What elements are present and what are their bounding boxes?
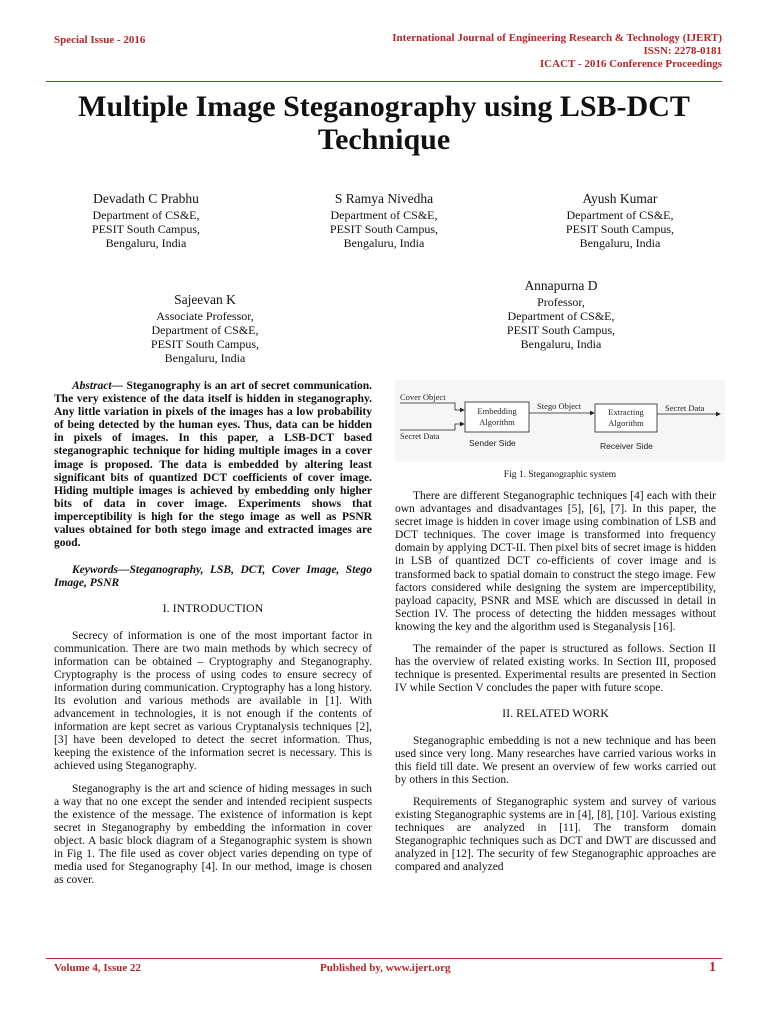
section-heading-introduction: I. INTRODUCTION [162, 601, 264, 616]
author-affiliation: Bengaluru, India [520, 337, 602, 351]
label-cover-object: Cover Object [400, 392, 446, 402]
left-column [54, 380, 372, 896]
author-affiliation: Bengaluru, India [164, 351, 246, 365]
paragraph: Steganographic embedding is not a new technique and has been used since very long. Many researches have carried various works in this field till date. We present an overview of few works carried out by others in this Section. [395, 734, 716, 786]
author-affiliation: Department of CS&E, [151, 323, 259, 337]
extracting-label-1: Extracting [608, 407, 644, 417]
embedding-label-1: Embedding [477, 406, 517, 416]
extracting-label-2: Algorithm [608, 418, 644, 428]
paragraph: There are different Steganographic techniques [4] each with their own advantages and disadvantages [5], [6], [7]. In this paper, the secret image is hidden in cover image using combination of LSB and DCT techniques. The cover image is transformed into frequency domain by applying DCT-II. Then pixel bits of secret image is hidden in LSB of quantized DCT co-efficients of cover image and is transformed back to spatial domain to construct the stego image. Few factors considered while designing the system are imperceptibility, payload capacity, PSNR and MSE which are discussed in detail in Section IV. The process of detecting the hidden messages without knowing the key and the algorithm used is Steganalysis [16]. [395, 490, 716, 633]
author-affiliation: PESIT South Campus, [506, 323, 616, 337]
block-diagram [395, 380, 725, 462]
paragraph: Secrecy of information is one of the most important factor in communication. There are two main methods by which secrecy of information can be obtained – Cryptography and Steganography. Cryptography is the process of using codes to ensure secrecy of information during communication. Cryptography has a long history. Its evolution and various methods are available in [1]. With advancement in technologies, it is not enough if the contents of information are kept secret as various Cryptanalysis techniques [2], [3] have been developed to detect the secret information. Thus, keeping the existence of the information secret is necessary. This is achieved using Steganography. [54, 629, 372, 773]
author-name: S Ramya Nivedha [334, 191, 434, 206]
author-block [461, 277, 661, 351]
embedding-label-2: Algorithm [479, 417, 515, 427]
header-rule [46, 81, 722, 82]
paragraph: Steganography is the art and science of hiding messages in such a way that no one except the sender and intended recipient suspects the existence of the message. The existence of information is kept secret in Steganography by embedding the information in cover object. A basic block diagram of a Steganographic system is shown in Fig 1. The file used as cover object varies depending on type of media used for Steganography [4]. In our method, image is chosen as cover. [54, 782, 372, 887]
title-line-2: Technique [317, 123, 451, 156]
author-affiliation: Bengaluru, India [105, 236, 187, 250]
footer-publisher-link[interactable]: Published by, www.ijert.org [320, 962, 451, 974]
author-affiliation: Department of CS&E, [507, 309, 615, 323]
label-secret-data-in: Secret Data [400, 431, 440, 441]
paper-title [40, 90, 728, 156]
author-affiliation: PESIT South Campus, [329, 222, 439, 236]
page-number: 1 [709, 960, 716, 975]
footer-volume: Volume 4, Issue 22 [54, 962, 141, 974]
author-affiliation: PESIT South Campus, [150, 337, 260, 351]
figure-steganographic-system [395, 380, 725, 462]
author-affiliation: Department of CS&E, [330, 208, 438, 222]
author-name: Ayush Kumar [582, 191, 658, 206]
journal-name: International Journal of Engineering Research & Technology (IJERT) [392, 32, 722, 44]
figure-caption: Fig 1. Steganographic system [503, 470, 617, 480]
header-journal-info [392, 32, 722, 71]
author-block [520, 190, 720, 250]
arrow-secret-in [400, 424, 464, 430]
author-affiliation: PESIT South Campus, [91, 222, 201, 236]
author-affiliation: Department of CS&E, [92, 208, 200, 222]
author-affiliation: Department of CS&E, [566, 208, 674, 222]
title-line-1: Multiple Image Steganography using LSB-DCT [78, 90, 690, 123]
right-column [395, 490, 716, 883]
arrow-cover-in [400, 403, 464, 410]
section-heading-related-work: II. RELATED WORK [502, 706, 609, 721]
author-affiliation: Professor, [537, 295, 585, 309]
author-affiliation: Bengaluru, India [579, 236, 661, 250]
label-sender-side: Sender Side [469, 438, 516, 448]
author-name: Annapurna D [524, 278, 598, 293]
label-receiver-side: Receiver Side [600, 441, 653, 451]
keywords: Keywords—Steganography, LSB, DCT, Cover Image, Stego Image, PSNR [54, 564, 372, 590]
author-affiliation: Associate Professor, [156, 309, 254, 323]
header-special-issue: Special Issue - 2016 [54, 34, 146, 46]
paragraph: Requirements of Steganographic system and survey of various existing Steganographic systems are in [4], [8], [10]. Various existing techniques are analyzed in [11]. The transform domain Steganographic techniques such as DCT and DWT are discussed and analyzed in [12]. The security of few Steganographic approaches are compared and analyzed [395, 795, 716, 874]
label-secret-data-out: Secret Data [665, 403, 705, 413]
label-stego-object: Stego Object [537, 401, 582, 411]
author-name: Devadath C Prabhu [93, 191, 199, 206]
author-block [284, 190, 484, 250]
author-block [46, 190, 246, 250]
author-name: Sajeevan K [174, 292, 236, 307]
author-affiliation: PESIT South Campus, [565, 222, 675, 236]
author-block [105, 291, 305, 365]
author-affiliation: Bengaluru, India [343, 236, 425, 250]
footer-rule [46, 958, 722, 959]
abstract-text: Steganography is an art of secret communication. The very existence of the data itself is hidden in steganography. Any little variation in pixels of the images has a low probability of being detected by the human eyes. Thus, data can be hidden in pixels of images. In this paper, a LSB-DCT based steganographic technique for hiding multiple images in a cover image is proposed. The data is embedded by altering least significant bits of quantized DCT coefficients of cover image. Hiding multiple images is achieved by embedding only higher bits of data in cover image. Experiments shows that imperceptibility is high for the stego image as well as PSNR values obtained for both stego image and extracted images are good. [54, 380, 372, 550]
abstract [54, 380, 372, 550]
paragraph: The remainder of the paper is structured as follows. Section II has the overview of related existing works. In Section III, proposed technique is presented. Experimental results are presented in Section IV while Section V concludes the paper with future scope. [395, 643, 716, 695]
conference-proceedings: ICACT - 2016 Conference Proceedings [539, 58, 722, 70]
issn: ISSN: 2278-0181 [643, 45, 722, 57]
abstract-label: Abstract— [72, 380, 124, 392]
